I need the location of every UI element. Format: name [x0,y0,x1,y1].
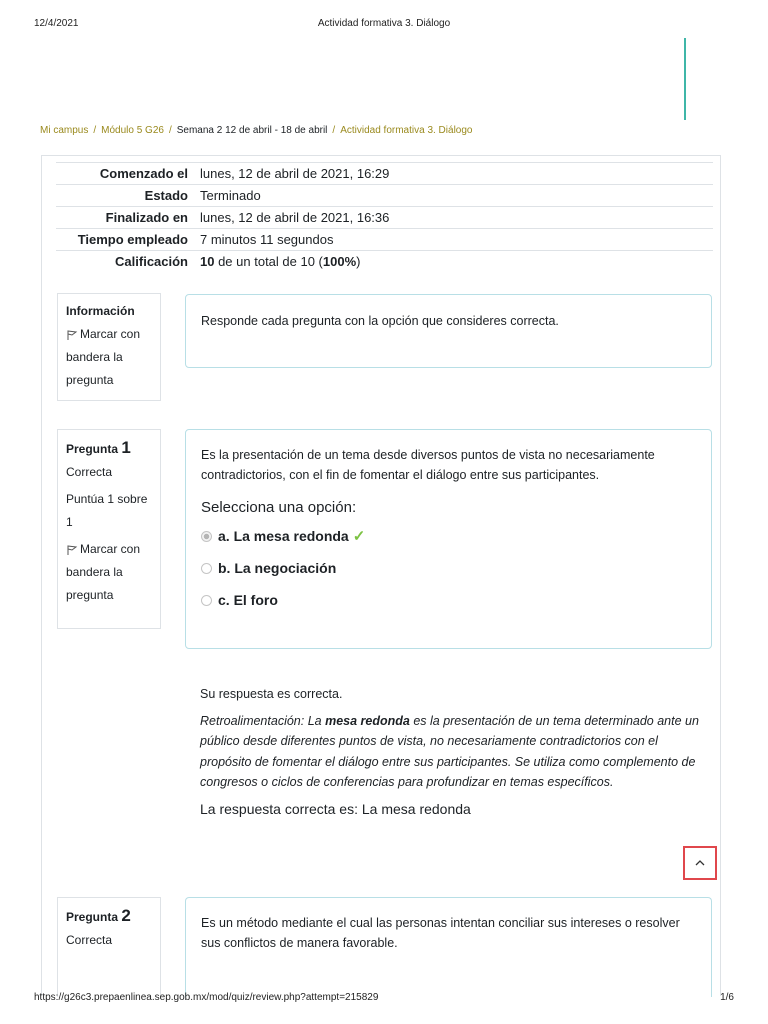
question-1-content [185,429,712,649]
summary-label: Comenzado el [56,163,200,185]
feedback-result: Su respuesta es correcta. [200,687,343,701]
question-number: 1 [121,438,131,457]
feedback-prefix: Retroalimentación: La [200,713,326,728]
flag-icon [66,329,78,341]
breadcrumb-item-semana: Semana 2 12 de abril - 18 de abril [176,125,328,136]
question-status: Correcta [66,933,113,947]
grade-score: 10 [200,254,215,269]
info-title: Información [66,304,135,318]
summary-label: Tiempo empleado [56,229,200,251]
breadcrumb-separator: / [93,125,97,136]
summary-row [56,163,713,185]
summary-row [56,207,713,229]
flag-label: Marcar con bandera la pregunta [66,542,141,602]
info-content-card [185,294,712,368]
radio-button[interactable] [201,595,212,606]
scroll-to-top-button[interactable] [683,846,717,880]
question-label: Pregunta [66,442,119,456]
summary-value: lunes, 12 de abril de 2021, 16:29 [200,163,713,185]
question-label: Pregunta [66,910,119,924]
breadcrumb-separator: / [332,125,336,136]
summary-label: Estado [56,185,200,207]
summary-label: Finalizado en [56,207,200,229]
breadcrumb-item-mi-campus[interactable]: Mi campus [40,125,89,136]
feedback-text [200,711,705,793]
info-question-card [57,293,161,401]
feedback-rest: es la presentación de un tema determinado ante un público desde diferentes puntos de vista, no necesariamente contradictorios con el propósito de fomentar el diálogo entre sus participantes. Se utiliza como complemento de congresos o ciclos de conferencias para profundizar en temas específicos. [200,713,699,789]
check-icon: ✓ [352,528,366,545]
breadcrumb-separator: / [168,125,172,136]
question-score: Puntúa 1 sobre 1 [66,492,148,529]
answer-option-b[interactable] [201,556,696,580]
attempt-summary-table [56,162,713,272]
grade-mid: de un total de 10 ( [214,254,323,269]
answer-option-a[interactable] [201,524,696,548]
feedback-bold: mesa redonda [325,713,410,728]
question-1-card [57,429,161,629]
flag-label: Marcar con bandera la pregunta [66,327,141,387]
question-2-heading [66,904,152,929]
option-label: c. El foro [218,592,278,608]
summary-value: Terminado [200,185,713,207]
select-option-prompt: Selecciona una opción: [201,499,357,516]
option-label: b. La negociación [218,560,337,576]
summary-row [56,251,713,273]
breadcrumb [40,125,472,136]
print-url: https://g26c3.prepaenlinea.sep.gob.mx/mod/quiz/review.php?attempt=215829 [34,992,379,1003]
summary-value: 7 minutos 11 segundos [200,229,713,251]
flag-icon [66,544,78,556]
option-label: a. La mesa redonda [218,528,349,544]
question-number: 2 [121,906,131,925]
print-date: 12/4/2021 [34,18,79,29]
flag-question-link[interactable] [66,323,152,392]
question-status: Correcta [66,465,113,479]
question-2-card [57,897,161,997]
correct-answer: La respuesta correcta es: La mesa redonda [200,800,471,817]
question-2-content [185,897,712,997]
summary-row [56,229,713,251]
question-1-heading [66,436,152,461]
breadcrumb-item-modulo[interactable]: Módulo 5 G26 [101,125,164,136]
print-page-number: 1/6 [720,992,734,1003]
chevron-up-icon [694,859,706,867]
grade-percent: 100% [322,254,357,269]
question-text: Es la presentación de un tema desde diversos puntos de vista no necesariamente contradictorios, con el fin de fomentar el diálogo entre sus participantes. [201,448,655,482]
grade-end: ) [356,254,361,269]
summary-row [56,185,713,207]
question-1-feedback [200,684,705,819]
radio-button[interactable] [201,563,212,574]
summary-label: Calificación [56,251,200,273]
print-title: Actividad formativa 3. Diálogo [317,18,451,29]
radio-button-checked[interactable] [201,531,212,542]
grade-value [200,251,713,273]
breadcrumb-item-actividad[interactable]: Actividad formativa 3. Diálogo [340,125,473,136]
header-divider-line [684,38,686,120]
question-text: Es un método mediante el cual las personas intentan conciliar sus intereses o resolver sus conflictos de manera favorable. [201,916,680,950]
answer-option-c[interactable] [201,588,696,612]
summary-value: lunes, 12 de abril de 2021, 16:36 [200,207,713,229]
flag-question-link[interactable] [66,538,152,607]
info-text: Responde cada pregunta con la opción que consideres correcta. [201,314,559,328]
